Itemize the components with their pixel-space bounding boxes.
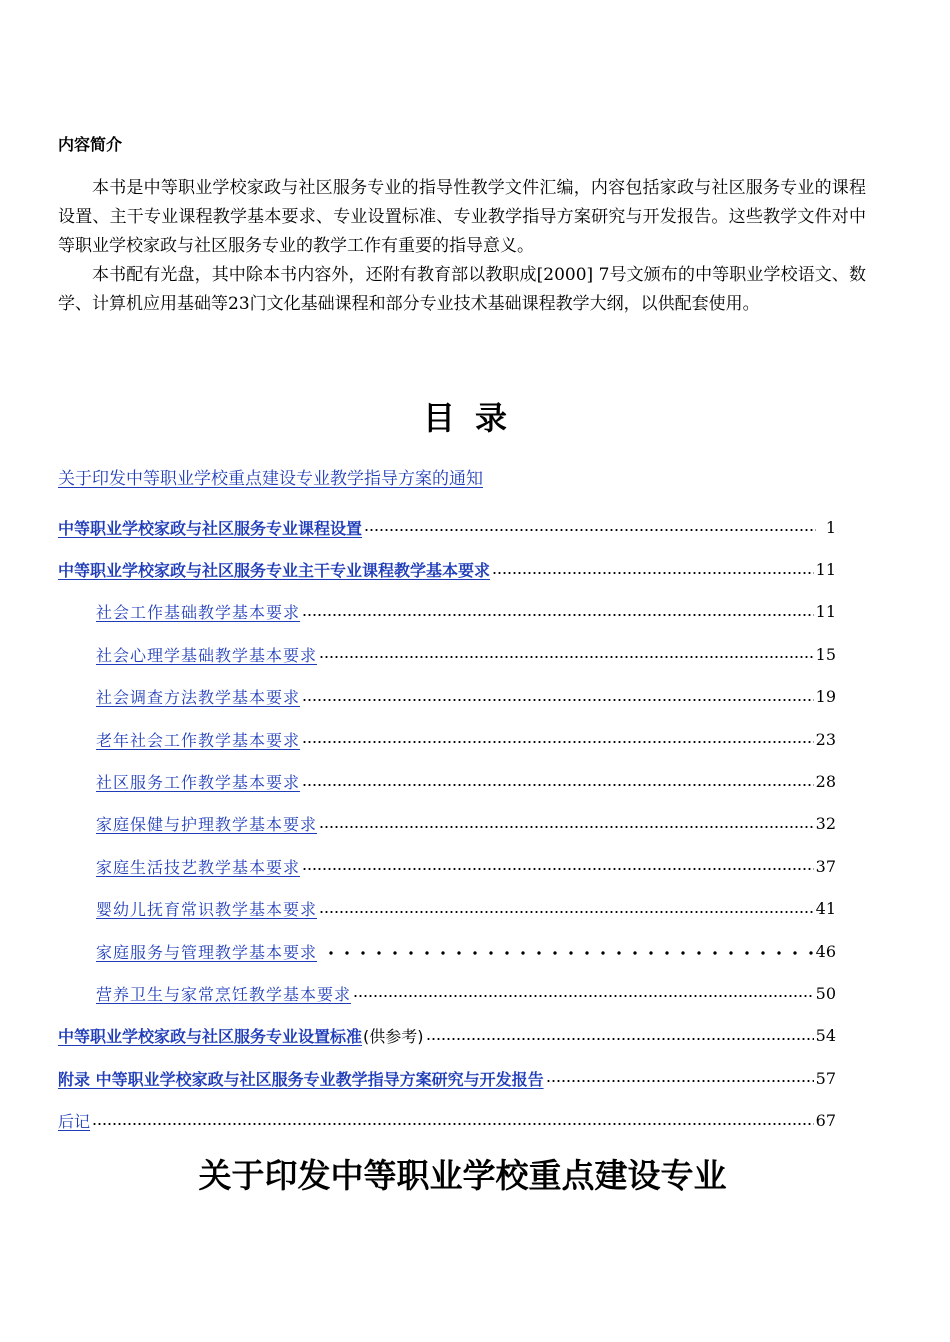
intro-paragraph: 本书配有光盘，其中除本书内容外，还附有教育部以教职成[2000] 7号文颁布的中等职业学校语文、数学、计算机应用基础等23门文化基础课程和部分专业技术基础课程教学大纲，以供配套使用。 — [58, 265, 866, 314]
toc-entry-link[interactable]: 家庭保健与护理教学基本要求 — [96, 815, 318, 835]
toc-entry[interactable] — [58, 803, 836, 845]
toc-entry-link[interactable]: 家庭生活技艺教学基本要求 — [96, 857, 301, 877]
toc-entry-link[interactable]: 社会心理学基础教学基本要求 — [96, 645, 318, 665]
toc-page-number: 46 — [815, 941, 836, 961]
dot-leader — [353, 987, 814, 999]
toc-entry-link[interactable]: 婴幼儿抚育常识教学基本要求 — [96, 900, 318, 920]
dot-leader — [319, 903, 814, 915]
toc-page-number: 19 — [815, 687, 836, 707]
toc-entry[interactable] — [58, 972, 836, 1014]
intro-heading: 内容简介 — [58, 135, 123, 154]
toc-entry-link[interactable]: 中等职业学校家政与社区服务专业课程设置 — [58, 518, 363, 538]
intro-body — [58, 174, 866, 319]
toc-entry[interactable] — [58, 1015, 836, 1057]
toc-entry-link[interactable]: 社区服务工作教学基本要求 — [96, 773, 301, 793]
dot-leader — [364, 521, 816, 533]
dot-leader — [319, 945, 814, 957]
toc-entry-link[interactable]: 附录 中等职业学校家政与社区服务专业教学指导方案研究与开发报告 — [58, 1069, 544, 1089]
toc-entry-link[interactable]: 老年社会工作教学基本要求 — [96, 730, 301, 750]
toc-entry[interactable] — [58, 633, 836, 675]
toc-entry-suffix: (供参考) — [363, 1027, 424, 1047]
toc-page-number: 15 — [815, 644, 836, 664]
dot-leader — [302, 606, 814, 618]
dot-leader — [302, 860, 814, 872]
toc-entry[interactable] — [58, 676, 836, 718]
toc-entry-link[interactable]: 后记 — [58, 1112, 91, 1132]
toc-entry-link[interactable]: 社会调查方法教学基本要求 — [96, 688, 301, 708]
toc-page-number: 1 — [825, 517, 836, 537]
toc-entry[interactable] — [58, 1099, 836, 1141]
toc-page-number: 54 — [815, 1026, 836, 1046]
toc-entry-link[interactable]: 家庭服务与管理教学基本要求 — [96, 942, 318, 962]
toc-entry[interactable] — [58, 718, 836, 760]
toc-entry-link[interactable]: 中等职业学校家政与社区服务专业主干专业课程教学基本要求 — [58, 561, 491, 581]
dot-leader — [492, 564, 814, 576]
toc-page-number: 11 — [815, 560, 836, 580]
dot-leader — [302, 691, 814, 703]
toc-page-number: 23 — [815, 729, 836, 749]
toc-page-number: 50 — [815, 983, 836, 1003]
toc-entry[interactable] — [58, 845, 836, 887]
toc-entry[interactable] — [58, 888, 836, 930]
dot-leader — [426, 1030, 814, 1042]
dot-leader — [302, 733, 814, 745]
toc-entry[interactable] — [58, 548, 836, 590]
toc-entry-link[interactable]: 中等职业学校家政与社区服务专业设置标准 — [58, 1027, 363, 1047]
toc-page-number: 28 — [815, 772, 836, 792]
intro-paragraph: 本书是中等职业学校家政与社区服务专业的指导性教学文件汇编，内容包括家政与社区服务专业的课程设置、主干专业课程教学基本要求、专业设置标准、专业教学指导方案研究与开发报告。这些教学文件对中等职业学校家政与社区服务专业的教学工作有重要的指导意义。 — [58, 178, 866, 256]
dot-leader — [546, 1072, 814, 1084]
toc-page-number: 57 — [815, 1068, 836, 1088]
toc-page-number: 11 — [815, 602, 836, 622]
toc-page-number: 37 — [815, 856, 836, 876]
toc-page-number: 67 — [815, 1111, 836, 1131]
document-title: 关于印发中等职业学校重点建设专业 — [198, 1156, 727, 1195]
dot-leader — [302, 776, 814, 788]
toc-entry[interactable] — [58, 760, 836, 802]
toc-entry[interactable] — [58, 930, 836, 972]
dot-leader — [319, 818, 814, 830]
toc-entry-link[interactable]: 社会工作基础教学基本要求 — [96, 603, 301, 623]
toc-entry-link[interactable]: 营养卫生与家常烹饪教学基本要求 — [96, 984, 352, 1004]
table-of-contents — [58, 506, 836, 1142]
dot-leader — [319, 648, 814, 660]
dot-leader — [92, 1115, 814, 1127]
toc-page-number: 32 — [815, 814, 836, 834]
toc-entry[interactable] — [58, 1057, 836, 1099]
toc-entry[interactable] — [58, 591, 836, 633]
toc-entry[interactable] — [58, 506, 836, 548]
toc-page-number: 41 — [815, 899, 836, 919]
toc-title: 目录 — [422, 399, 527, 437]
toc-notice-link[interactable]: 关于印发中等职业学校重点建设专业教学指导方案的通知 — [58, 469, 483, 489]
